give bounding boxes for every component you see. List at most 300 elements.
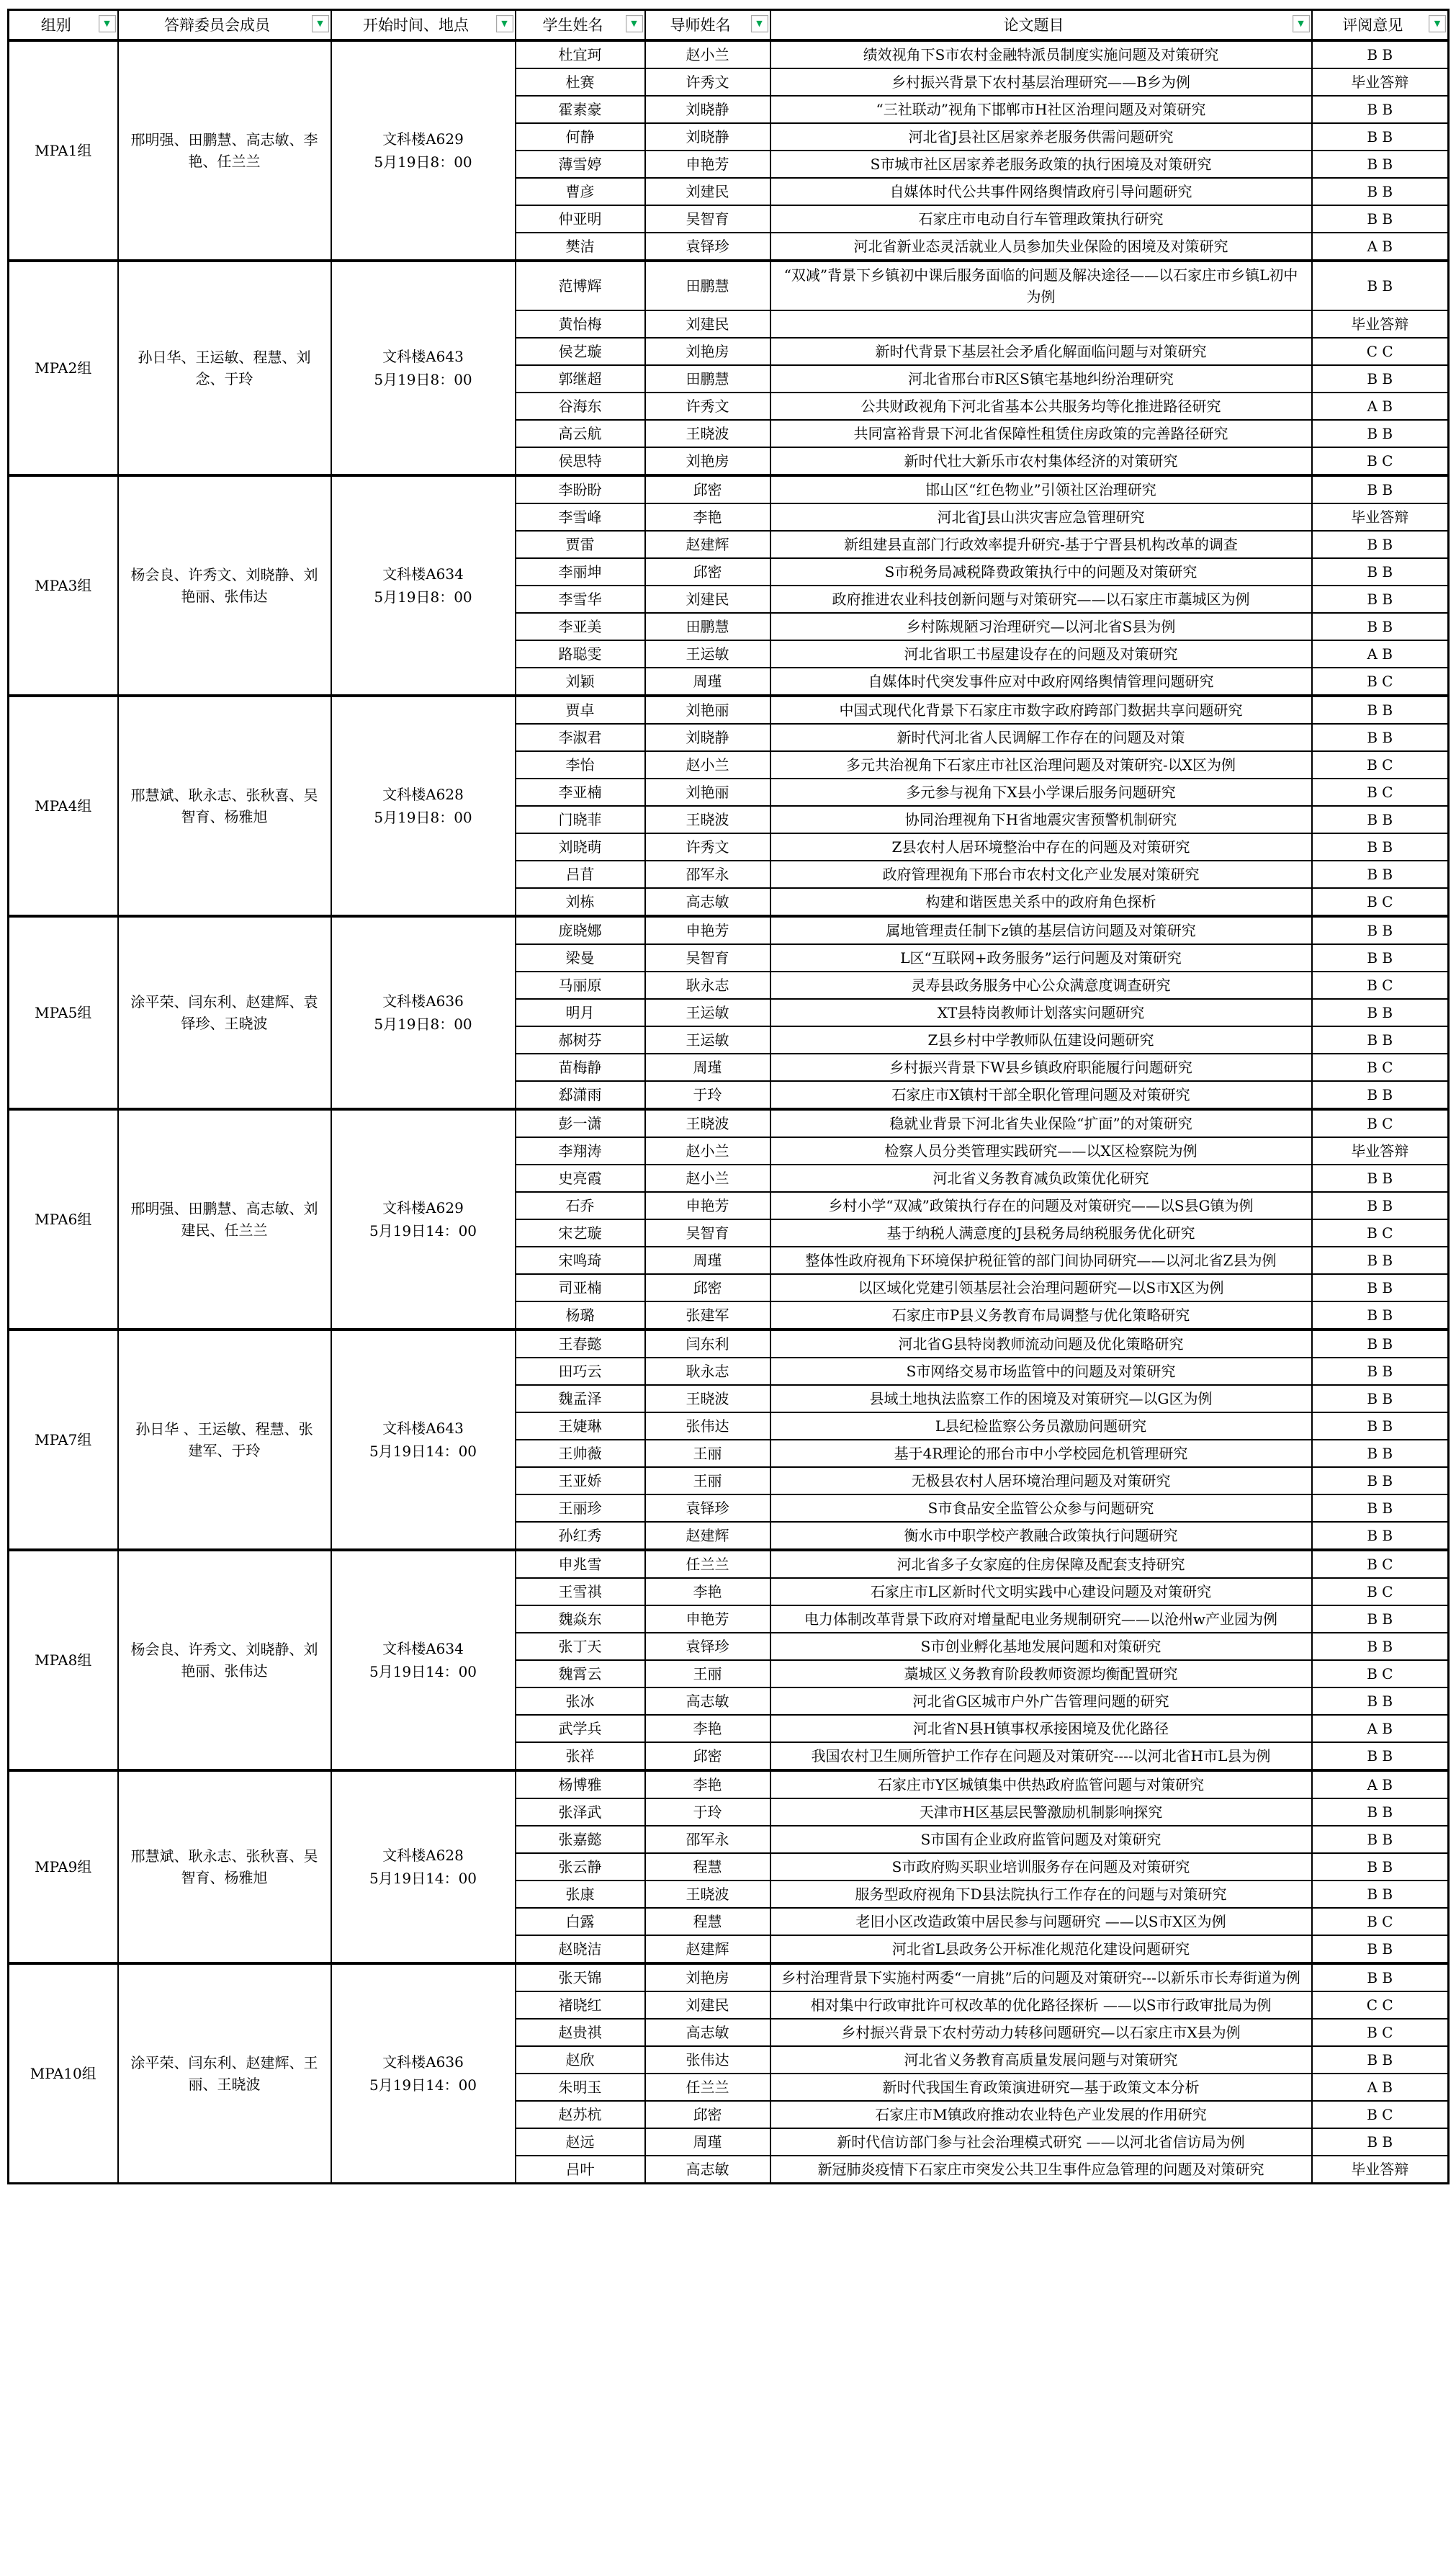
advisor-name-cell[interactable]: 周瑾: [645, 1054, 770, 1081]
review-opinion-cell[interactable]: B B: [1312, 2046, 1449, 2074]
review-opinion-cell[interactable]: B B: [1312, 1301, 1449, 1330]
thesis-title-cell[interactable]: 河北省邢台市R区S镇宅基地纠纷治理研究: [770, 365, 1312, 393]
student-name-cell[interactable]: 霍素豪: [516, 96, 645, 123]
student-name-cell[interactable]: 彭一潇: [516, 1109, 645, 1137]
thesis-title-cell[interactable]: 新时代壮大新乐市农村集体经济的对策研究: [770, 447, 1312, 475]
review-opinion-cell[interactable]: B C: [1312, 1054, 1449, 1081]
student-name-cell[interactable]: 刘晓萌: [516, 833, 645, 861]
review-opinion-cell[interactable]: B B: [1312, 696, 1449, 724]
student-name-cell[interactable]: 李丽坤: [516, 558, 645, 586]
review-opinion-cell[interactable]: B B: [1312, 123, 1449, 151]
advisor-name-cell[interactable]: 耿永志: [645, 972, 770, 999]
thesis-title-cell[interactable]: S市税务局减税降费政策执行中的问题及对策研究: [770, 558, 1312, 586]
group-name-cell[interactable]: MPA1组: [9, 40, 118, 261]
student-name-cell[interactable]: 谷海东: [516, 393, 645, 420]
review-opinion-cell[interactable]: B B: [1312, 1247, 1449, 1274]
student-name-cell[interactable]: 王亚娇: [516, 1467, 645, 1494]
advisor-name-cell[interactable]: 李艳: [645, 1770, 770, 1798]
advisor-name-cell[interactable]: 邱密: [645, 1742, 770, 1770]
thesis-title-cell[interactable]: 整体性政府视角下环境保护税征管的部门间协同研究——以河北省Z县为例: [770, 1247, 1312, 1274]
thesis-title-cell[interactable]: 我国农村卫生厕所管护工作存在问题及对策研究----以河北省H市L县为例: [770, 1742, 1312, 1770]
thesis-title-cell[interactable]: 无极县农村人居环境治理问题及对策研究: [770, 1467, 1312, 1494]
thesis-title-cell[interactable]: [770, 310, 1312, 338]
review-opinion-cell[interactable]: B B: [1312, 261, 1449, 310]
student-name-cell[interactable]: 庞晓娜: [516, 916, 645, 944]
student-name-cell[interactable]: 郝树芬: [516, 1026, 645, 1054]
student-name-cell[interactable]: 侯思特: [516, 447, 645, 475]
advisor-name-cell[interactable]: 王晓波: [645, 1385, 770, 1412]
advisor-name-cell[interactable]: 刘建民: [645, 586, 770, 613]
advisor-name-cell[interactable]: 程慧: [645, 1853, 770, 1881]
group-name-cell[interactable]: MPA10组: [9, 1963, 118, 2184]
advisor-name-cell[interactable]: 于玲: [645, 1798, 770, 1826]
committee-cell[interactable]: 邢慧斌、耿永志、张秋喜、吴智育、杨雅旭: [118, 696, 331, 916]
thesis-title-cell[interactable]: 新冠肺炎疫情下石家庄市突发公共卫生事件应急管理的问题及对策研究: [770, 2156, 1312, 2184]
student-name-cell[interactable]: 张云静: [516, 1853, 645, 1881]
review-opinion-cell[interactable]: B B: [1312, 475, 1449, 503]
advisor-name-cell[interactable]: 刘艳丽: [645, 779, 770, 806]
advisor-name-cell[interactable]: 许秀文: [645, 68, 770, 96]
advisor-name-cell[interactable]: 王运敏: [645, 1026, 770, 1054]
advisor-name-cell[interactable]: 刘艳房: [645, 338, 770, 365]
student-name-cell[interactable]: 张祥: [516, 1742, 645, 1770]
student-name-cell[interactable]: 张泽武: [516, 1798, 645, 1826]
group-name-cell[interactable]: MPA4组: [9, 696, 118, 916]
review-opinion-cell[interactable]: B B: [1312, 1412, 1449, 1440]
committee-cell[interactable]: 杨会良、许秀文、刘晓静、刘艳丽、张伟达: [118, 1550, 331, 1770]
review-opinion-cell[interactable]: B B: [1312, 1826, 1449, 1853]
student-name-cell[interactable]: 李淑君: [516, 724, 645, 751]
thesis-title-cell[interactable]: 天津市H区基层民警激励机制影响探究: [770, 1798, 1312, 1826]
advisor-name-cell[interactable]: 高志敏: [645, 888, 770, 916]
advisor-name-cell[interactable]: 申艳芳: [645, 151, 770, 178]
thesis-title-cell[interactable]: 以区域化党建引领基层社会治理问题研究—以S市X区为例: [770, 1274, 1312, 1301]
advisor-name-cell[interactable]: 赵小兰: [645, 1137, 770, 1165]
thesis-title-cell[interactable]: 基于4R理论的邢台市中小学校园危机管理研究: [770, 1440, 1312, 1467]
review-opinion-cell[interactable]: B B: [1312, 1467, 1449, 1494]
thesis-title-cell[interactable]: 河北省G区城市户外广告管理问题的研究: [770, 1687, 1312, 1715]
student-name-cell[interactable]: 魏霄云: [516, 1660, 645, 1687]
advisor-name-cell[interactable]: 于玲: [645, 1081, 770, 1109]
filter-dropdown-button[interactable]: [99, 15, 116, 32]
thesis-title-cell[interactable]: 河北省职工书屋建设存在的问题及对策研究: [770, 640, 1312, 668]
student-name-cell[interactable]: 张天锦: [516, 1963, 645, 1991]
committee-cell[interactable]: 孙日华 、王运敏、程慧、张建军、于玲: [118, 1330, 331, 1550]
review-opinion-cell[interactable]: B B: [1312, 1853, 1449, 1881]
thesis-title-cell[interactable]: 中国式现代化背景下石家庄市数字政府跨部门数据共享问题研究: [770, 696, 1312, 724]
advisor-name-cell[interactable]: 程慧: [645, 1908, 770, 1935]
thesis-title-cell[interactable]: 新时代信访部门参与社会治理模式研究 ——以河北省信访局为例: [770, 2128, 1312, 2156]
student-name-cell[interactable]: 明月: [516, 999, 645, 1026]
review-opinion-cell[interactable]: B B: [1312, 151, 1449, 178]
column-header-time-location[interactable]: [331, 10, 516, 40]
student-name-cell[interactable]: 石乔: [516, 1192, 645, 1219]
thesis-title-cell[interactable]: 河北省多子女家庭的住房保障及配套支持研究: [770, 1550, 1312, 1578]
advisor-name-cell[interactable]: 邵军永: [645, 861, 770, 888]
review-opinion-cell[interactable]: B B: [1312, 1605, 1449, 1633]
filter-dropdown-button[interactable]: [1429, 15, 1446, 32]
advisor-name-cell[interactable]: 刘晓静: [645, 724, 770, 751]
thesis-title-cell[interactable]: 电力体制改革背景下政府对增量配电业务规制研究——以沧州w产业园为例: [770, 1605, 1312, 1633]
thesis-title-cell[interactable]: 自媒体时代突发事件应对中政府网络舆情管理问题研究: [770, 668, 1312, 696]
student-name-cell[interactable]: 司亚楠: [516, 1274, 645, 1301]
advisor-name-cell[interactable]: 高志敏: [645, 1687, 770, 1715]
time-location-cell[interactable]: [331, 261, 516, 475]
advisor-name-cell[interactable]: 任兰兰: [645, 2074, 770, 2101]
advisor-name-cell[interactable]: 赵建辉: [645, 531, 770, 558]
time-location-cell[interactable]: [331, 1330, 516, 1550]
student-name-cell[interactable]: 宋艺璇: [516, 1219, 645, 1247]
advisor-name-cell[interactable]: 李艳: [645, 1715, 770, 1742]
advisor-name-cell[interactable]: 任兰兰: [645, 1550, 770, 1578]
advisor-name-cell[interactable]: 王丽: [645, 1440, 770, 1467]
student-name-cell[interactable]: 王丽珍: [516, 1494, 645, 1522]
thesis-title-cell[interactable]: 藁城区义务教育阶段教师资源均衡配置研究: [770, 1660, 1312, 1687]
advisor-name-cell[interactable]: 赵小兰: [645, 1165, 770, 1192]
advisor-name-cell[interactable]: 袁铎珍: [645, 1633, 770, 1660]
review-opinion-cell[interactable]: B B: [1312, 806, 1449, 833]
thesis-title-cell[interactable]: 石家庄市L区新时代文明实践中心建设问题及对策研究: [770, 1578, 1312, 1605]
student-name-cell[interactable]: 赵苏杭: [516, 2101, 645, 2128]
student-name-cell[interactable]: 田巧云: [516, 1358, 645, 1385]
student-name-cell[interactable]: 杜赛: [516, 68, 645, 96]
group-name-cell[interactable]: MPA7组: [9, 1330, 118, 1550]
review-opinion-cell[interactable]: 毕业答辩: [1312, 503, 1449, 531]
review-opinion-cell[interactable]: B B: [1312, 1935, 1449, 1963]
advisor-name-cell[interactable]: 刘建民: [645, 178, 770, 205]
advisor-name-cell[interactable]: 刘艳房: [645, 447, 770, 475]
advisor-name-cell[interactable]: 许秀文: [645, 393, 770, 420]
review-opinion-cell[interactable]: B B: [1312, 1687, 1449, 1715]
group-name-cell[interactable]: MPA3组: [9, 475, 118, 696]
student-name-cell[interactable]: 王婕琳: [516, 1412, 645, 1440]
student-name-cell[interactable]: 梁曼: [516, 944, 645, 972]
review-opinion-cell[interactable]: A B: [1312, 233, 1449, 261]
student-name-cell[interactable]: 贾卓: [516, 696, 645, 724]
advisor-name-cell[interactable]: 刘晓静: [645, 123, 770, 151]
thesis-title-cell[interactable]: 乡村振兴背景下农村劳动力转移问题研究—以石家庄市X县为例: [770, 2019, 1312, 2046]
review-opinion-cell[interactable]: B C: [1312, 1550, 1449, 1578]
advisor-name-cell[interactable]: 王丽: [645, 1660, 770, 1687]
student-name-cell[interactable]: 郭继超: [516, 365, 645, 393]
advisor-name-cell[interactable]: 周瑾: [645, 2128, 770, 2156]
student-name-cell[interactable]: 刘栋: [516, 888, 645, 916]
review-opinion-cell[interactable]: B B: [1312, 1963, 1449, 1991]
thesis-title-cell[interactable]: 共同富裕背景下河北省保障性租赁住房政策的完善路径研究: [770, 420, 1312, 447]
time-location-cell[interactable]: [331, 1109, 516, 1330]
advisor-name-cell[interactable]: 张伟达: [645, 2046, 770, 2074]
committee-cell[interactable]: 邢明强、田鹏慧、高志敏、李艳、任兰兰: [118, 40, 331, 261]
review-opinion-cell[interactable]: B C: [1312, 1660, 1449, 1687]
student-name-cell[interactable]: 苗梅静: [516, 1054, 645, 1081]
student-name-cell[interactable]: 李亚美: [516, 613, 645, 640]
thesis-title-cell[interactable]: 河北省G县特岗教师流动问题及优化策略研究: [770, 1330, 1312, 1358]
advisor-name-cell[interactable]: 许秀文: [645, 833, 770, 861]
committee-cell[interactable]: 涂平荣、闫东利、赵建辉、袁铎珍、王晓波: [118, 916, 331, 1109]
student-name-cell[interactable]: 郄潇雨: [516, 1081, 645, 1109]
review-opinion-cell[interactable]: B C: [1312, 668, 1449, 696]
time-location-cell[interactable]: [331, 696, 516, 916]
thesis-title-cell[interactable]: 石家庄市M镇政府推动农业特色产业发展的作用研究: [770, 2101, 1312, 2128]
student-name-cell[interactable]: 白露: [516, 1908, 645, 1935]
advisor-name-cell[interactable]: 田鹏慧: [645, 613, 770, 640]
thesis-title-cell[interactable]: 衡水市中职学校产教融合政策执行问题研究: [770, 1522, 1312, 1550]
thesis-title-cell[interactable]: 属地管理责任制下z镇的基层信访问题及对策研究: [770, 916, 1312, 944]
column-header-committee[interactable]: [118, 10, 331, 40]
group-name-cell[interactable]: MPA8组: [9, 1550, 118, 1770]
student-name-cell[interactable]: 张嘉懿: [516, 1826, 645, 1853]
thesis-title-cell[interactable]: 石家庄市电动自行车管理政策执行研究: [770, 205, 1312, 233]
review-opinion-cell[interactable]: B B: [1312, 1081, 1449, 1109]
advisor-name-cell[interactable]: 张伟达: [645, 1412, 770, 1440]
student-name-cell[interactable]: 李翔涛: [516, 1137, 645, 1165]
advisor-name-cell[interactable]: 高志敏: [645, 2156, 770, 2184]
advisor-name-cell[interactable]: 吴智育: [645, 1219, 770, 1247]
student-name-cell[interactable]: 高云航: [516, 420, 645, 447]
student-name-cell[interactable]: 赵晓洁: [516, 1935, 645, 1963]
review-opinion-cell[interactable]: B B: [1312, 1633, 1449, 1660]
student-name-cell[interactable]: 张康: [516, 1881, 645, 1908]
time-location-cell[interactable]: [331, 475, 516, 696]
thesis-title-cell[interactable]: 老旧小区改造政策中居民参与问题研究 ——以S市X区为例: [770, 1908, 1312, 1935]
student-name-cell[interactable]: 薄雪婷: [516, 151, 645, 178]
group-name-cell[interactable]: MPA2组: [9, 261, 118, 475]
thesis-title-cell[interactable]: 灵寿县政务服务中心公众满意度调查研究: [770, 972, 1312, 999]
review-opinion-cell[interactable]: B B: [1312, 586, 1449, 613]
thesis-title-cell[interactable]: 河北省N县H镇事权承接困境及优化路径: [770, 1715, 1312, 1742]
student-name-cell[interactable]: 张丁天: [516, 1633, 645, 1660]
review-opinion-cell[interactable]: B B: [1312, 531, 1449, 558]
advisor-name-cell[interactable]: 高志敏: [645, 2019, 770, 2046]
thesis-title-cell[interactable]: 公共财政视角下河北省基本公共服务均等化推进路径研究: [770, 393, 1312, 420]
review-opinion-cell[interactable]: B B: [1312, 558, 1449, 586]
advisor-name-cell[interactable]: 刘晓静: [645, 96, 770, 123]
review-opinion-cell[interactable]: B B: [1312, 1330, 1449, 1358]
time-location-cell[interactable]: [331, 1550, 516, 1770]
review-opinion-cell[interactable]: B B: [1312, 1798, 1449, 1826]
thesis-title-cell[interactable]: 政府管理视角下邢台市农村文化产业发展对策研究: [770, 861, 1312, 888]
thesis-title-cell[interactable]: 绩效视角下S市农村金融特派员制度实施问题及对策研究: [770, 40, 1312, 68]
group-name-cell[interactable]: MPA5组: [9, 916, 118, 1109]
thesis-title-cell[interactable]: S市国有企业政府监管问题及对策研究: [770, 1826, 1312, 1853]
thesis-title-cell[interactable]: 乡村治理背景下实施村两委“一肩挑”后的问题及对策研究---以新乐市长寿街道为例: [770, 1963, 1312, 1991]
time-location-cell[interactable]: [331, 1770, 516, 1963]
thesis-title-cell[interactable]: 协同治理视角下H省地震灾害预警机制研究: [770, 806, 1312, 833]
thesis-title-cell[interactable]: 河北省新业态灵活就业人员参加失业保险的困境及对策研究: [770, 233, 1312, 261]
review-opinion-cell[interactable]: B B: [1312, 1385, 1449, 1412]
review-opinion-cell[interactable]: B B: [1312, 944, 1449, 972]
student-name-cell[interactable]: 曹彦: [516, 178, 645, 205]
thesis-title-cell[interactable]: S市政府购买职业培训服务存在问题及对策研究: [770, 1853, 1312, 1881]
review-opinion-cell[interactable]: C C: [1312, 338, 1449, 365]
thesis-title-cell[interactable]: S市创业孵化基地发展问题和对策研究: [770, 1633, 1312, 1660]
committee-cell[interactable]: 邢慧斌、耿永志、张秋喜、吴智育、杨雅旭: [118, 1770, 331, 1963]
thesis-title-cell[interactable]: 乡村小学“双减”政策执行存在的问题及对策研究——以S县G镇为例: [770, 1192, 1312, 1219]
committee-cell[interactable]: 杨会良、许秀文、刘晓静、刘艳丽、张伟达: [118, 475, 331, 696]
student-name-cell[interactable]: 赵贵祺: [516, 2019, 645, 2046]
thesis-title-cell[interactable]: 新时代背景下基层社会矛盾化解面临问题与对策研究: [770, 338, 1312, 365]
review-opinion-cell[interactable]: 毕业答辩: [1312, 1137, 1449, 1165]
thesis-title-cell[interactable]: 检察人员分类管理实践研究——以X区检察院为例: [770, 1137, 1312, 1165]
advisor-name-cell[interactable]: 邱密: [645, 2101, 770, 2128]
filter-dropdown-button[interactable]: [496, 15, 513, 32]
thesis-title-cell[interactable]: 服务型政府视角下D县法院执行工作存在的问题与对策研究: [770, 1881, 1312, 1908]
review-opinion-cell[interactable]: B C: [1312, 888, 1449, 916]
student-name-cell[interactable]: 黄怡梅: [516, 310, 645, 338]
student-name-cell[interactable]: 贾雷: [516, 531, 645, 558]
advisor-name-cell[interactable]: 李艳: [645, 503, 770, 531]
advisor-name-cell[interactable]: 邱密: [645, 1274, 770, 1301]
advisor-name-cell[interactable]: 王晓波: [645, 806, 770, 833]
thesis-title-cell[interactable]: 石家庄市X镇村干部全职化管理问题及对策研究: [770, 1081, 1312, 1109]
review-opinion-cell[interactable]: B B: [1312, 999, 1449, 1026]
thesis-title-cell[interactable]: 多元参与视角下X县小学课后服务问题研究: [770, 779, 1312, 806]
student-name-cell[interactable]: 马丽原: [516, 972, 645, 999]
review-opinion-cell[interactable]: B B: [1312, 1742, 1449, 1770]
advisor-name-cell[interactable]: 赵小兰: [645, 751, 770, 779]
advisor-name-cell[interactable]: 田鹏慧: [645, 261, 770, 310]
student-name-cell[interactable]: 何静: [516, 123, 645, 151]
advisor-name-cell[interactable]: 赵建辉: [645, 1935, 770, 1963]
review-opinion-cell[interactable]: B C: [1312, 779, 1449, 806]
thesis-title-cell[interactable]: “三社联动”视角下邯郸市H社区治理问题及对策研究: [770, 96, 1312, 123]
thesis-title-cell[interactable]: 自媒体时代公共事件网络舆情政府引导问题研究: [770, 178, 1312, 205]
review-opinion-cell[interactable]: B C: [1312, 972, 1449, 999]
student-name-cell[interactable]: 刘颖: [516, 668, 645, 696]
student-name-cell[interactable]: 魏焱东: [516, 1605, 645, 1633]
student-name-cell[interactable]: 张冰: [516, 1687, 645, 1715]
advisor-name-cell[interactable]: 吴智育: [645, 205, 770, 233]
filter-dropdown-button[interactable]: [751, 15, 768, 32]
thesis-title-cell[interactable]: 河北省J县社区居家养老服务供需问题研究: [770, 123, 1312, 151]
advisor-name-cell[interactable]: 闫东利: [645, 1330, 770, 1358]
review-opinion-cell[interactable]: B C: [1312, 751, 1449, 779]
thesis-title-cell[interactable]: XT县特岗教师计划落实问题研究: [770, 999, 1312, 1026]
thesis-title-cell[interactable]: L区“互联网+政务服务”运行问题及对策研究: [770, 944, 1312, 972]
advisor-name-cell[interactable]: 邱密: [645, 475, 770, 503]
thesis-title-cell[interactable]: 石家庄市Y区城镇集中供热政府监管问题与对策研究: [770, 1770, 1312, 1798]
student-name-cell[interactable]: 褚晓红: [516, 1991, 645, 2019]
student-name-cell[interactable]: 李雪华: [516, 586, 645, 613]
review-opinion-cell[interactable]: B C: [1312, 2019, 1449, 2046]
advisor-name-cell[interactable]: 袁铎珍: [645, 233, 770, 261]
column-header-group[interactable]: [9, 10, 118, 40]
review-opinion-cell[interactable]: B B: [1312, 1165, 1449, 1192]
student-name-cell[interactable]: 孙红秀: [516, 1522, 645, 1550]
student-name-cell[interactable]: 杨博雅: [516, 1770, 645, 1798]
thesis-title-cell[interactable]: “双减”背景下乡镇初中课后服务面临的问题及解决途径——以石家庄市乡镇L初中为例: [770, 261, 1312, 310]
advisor-name-cell[interactable]: 袁铎珍: [645, 1494, 770, 1522]
advisor-name-cell[interactable]: 邱密: [645, 558, 770, 586]
review-opinion-cell[interactable]: A B: [1312, 640, 1449, 668]
advisor-name-cell[interactable]: 赵小兰: [645, 40, 770, 68]
student-name-cell[interactable]: 杨璐: [516, 1301, 645, 1330]
advisor-name-cell[interactable]: 田鹏慧: [645, 365, 770, 393]
student-name-cell[interactable]: 赵欣: [516, 2046, 645, 2074]
column-header-review-opinion[interactable]: [1312, 10, 1449, 40]
advisor-name-cell[interactable]: 刘建民: [645, 1991, 770, 2019]
review-opinion-cell[interactable]: 毕业答辩: [1312, 2156, 1449, 2184]
review-opinion-cell[interactable]: B C: [1312, 447, 1449, 475]
review-opinion-cell[interactable]: A B: [1312, 1770, 1449, 1798]
review-opinion-cell[interactable]: B B: [1312, 1522, 1449, 1550]
review-opinion-cell[interactable]: B C: [1312, 2101, 1449, 2128]
review-opinion-cell[interactable]: 毕业答辩: [1312, 68, 1449, 96]
advisor-name-cell[interactable]: 王丽: [645, 1467, 770, 1494]
filter-dropdown-button[interactable]: [1293, 15, 1310, 32]
review-opinion-cell[interactable]: 毕业答辩: [1312, 310, 1449, 338]
review-opinion-cell[interactable]: B B: [1312, 1026, 1449, 1054]
thesis-title-cell[interactable]: 新时代河北省人民调解工作存在的问题及对策: [770, 724, 1312, 751]
advisor-name-cell[interactable]: 张建军: [645, 1301, 770, 1330]
student-name-cell[interactable]: 王雪祺: [516, 1578, 645, 1605]
advisor-name-cell[interactable]: 王晓波: [645, 420, 770, 447]
student-name-cell[interactable]: 史亮霞: [516, 1165, 645, 1192]
advisor-name-cell[interactable]: 吴智育: [645, 944, 770, 972]
review-opinion-cell[interactable]: B B: [1312, 833, 1449, 861]
advisor-name-cell[interactable]: 刘建民: [645, 310, 770, 338]
thesis-title-cell[interactable]: 多元共治视角下石家庄市社区治理问题及对策研究-以X区为例: [770, 751, 1312, 779]
thesis-title-cell[interactable]: L县纪检监察公务员激励问题研究: [770, 1412, 1312, 1440]
review-opinion-cell[interactable]: B B: [1312, 2128, 1449, 2156]
column-header-advisor-name[interactable]: [645, 10, 770, 40]
thesis-title-cell[interactable]: 新时代我国生育政策演进研究—基于政策文本分析: [770, 2074, 1312, 2101]
review-opinion-cell[interactable]: B B: [1312, 365, 1449, 393]
group-name-cell[interactable]: MPA9组: [9, 1770, 118, 1963]
review-opinion-cell[interactable]: B B: [1312, 1440, 1449, 1467]
review-opinion-cell[interactable]: B B: [1312, 916, 1449, 944]
advisor-name-cell[interactable]: 申艳芳: [645, 1192, 770, 1219]
advisor-name-cell[interactable]: 刘艳房: [645, 1963, 770, 1991]
thesis-title-cell[interactable]: Z县农村人居环境整治中存在的问题及对策研究: [770, 833, 1312, 861]
student-name-cell[interactable]: 王春懿: [516, 1330, 645, 1358]
thesis-title-cell[interactable]: 河北省L县政务公开标准化规范化建设问题研究: [770, 1935, 1312, 1963]
advisor-name-cell[interactable]: 周瑾: [645, 668, 770, 696]
student-name-cell[interactable]: 武学兵: [516, 1715, 645, 1742]
student-name-cell[interactable]: 侯艺璇: [516, 338, 645, 365]
student-name-cell[interactable]: 杜宜珂: [516, 40, 645, 68]
thesis-title-cell[interactable]: 构建和谐医患关系中的政府角色探析: [770, 888, 1312, 916]
review-opinion-cell[interactable]: B B: [1312, 1494, 1449, 1522]
review-opinion-cell[interactable]: B B: [1312, 178, 1449, 205]
student-name-cell[interactable]: 赵远: [516, 2128, 645, 2156]
advisor-name-cell[interactable]: 王运敏: [645, 640, 770, 668]
time-location-cell[interactable]: [331, 40, 516, 261]
advisor-name-cell[interactable]: 赵建辉: [645, 1522, 770, 1550]
student-name-cell[interactable]: 申兆雪: [516, 1550, 645, 1578]
review-opinion-cell[interactable]: B B: [1312, 205, 1449, 233]
review-opinion-cell[interactable]: B C: [1312, 1578, 1449, 1605]
advisor-name-cell[interactable]: 周瑾: [645, 1247, 770, 1274]
time-location-cell[interactable]: [331, 916, 516, 1109]
committee-cell[interactable]: 孙日华、王运敏、程慧、刘念、于玲: [118, 261, 331, 475]
advisor-name-cell[interactable]: 邵军永: [645, 1826, 770, 1853]
advisor-name-cell[interactable]: 王晓波: [645, 1881, 770, 1908]
thesis-title-cell[interactable]: S市食品安全监管公众参与问题研究: [770, 1494, 1312, 1522]
review-opinion-cell[interactable]: B C: [1312, 1109, 1449, 1137]
committee-cell[interactable]: 涂平荣、闫东利、赵建辉、王丽、王晓波: [118, 1963, 331, 2184]
student-name-cell[interactable]: 吕叶: [516, 2156, 645, 2184]
thesis-title-cell[interactable]: 河北省义务教育高质量发展问题与对策研究: [770, 2046, 1312, 2074]
review-opinion-cell[interactable]: B C: [1312, 1219, 1449, 1247]
advisor-name-cell[interactable]: 刘艳丽: [645, 696, 770, 724]
review-opinion-cell[interactable]: B B: [1312, 1881, 1449, 1908]
thesis-title-cell[interactable]: 政府推进农业科技创新问题与对策研究——以石家庄市藁城区为例: [770, 586, 1312, 613]
advisor-name-cell[interactable]: 申艳芳: [645, 916, 770, 944]
thesis-title-cell[interactable]: 县域土地执法监察工作的困境及对策研究—以G区为例: [770, 1385, 1312, 1412]
advisor-name-cell[interactable]: 申艳芳: [645, 1605, 770, 1633]
review-opinion-cell[interactable]: B B: [1312, 40, 1449, 68]
